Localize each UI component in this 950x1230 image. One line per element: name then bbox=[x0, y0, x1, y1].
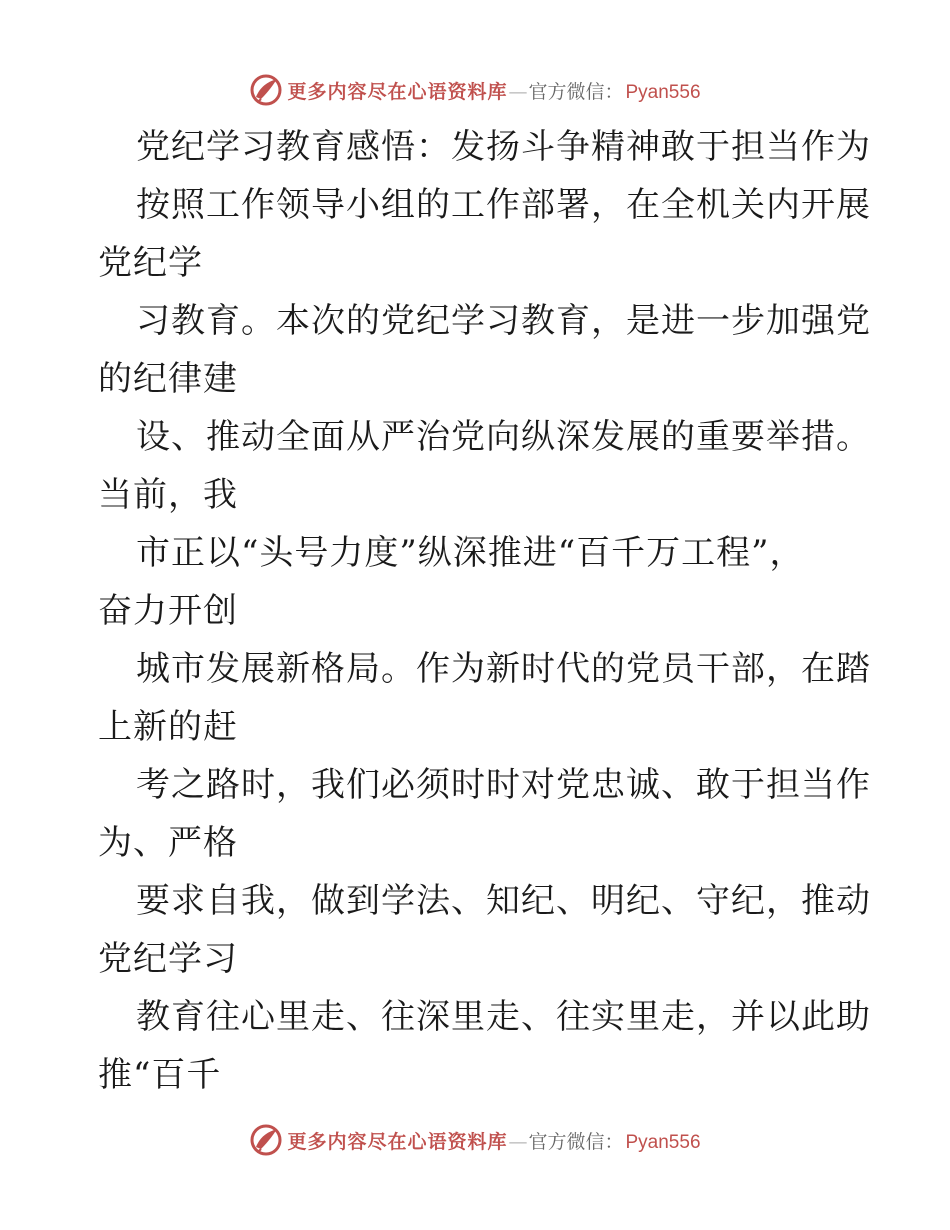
banner-brand: 更多内容尽在心语资料库 bbox=[287, 80, 508, 103]
text-line: 市正以“头号力度”纵深推进“百千万工程”， bbox=[136, 533, 805, 573]
document-title: 党纪学习教育感悟：发扬斗争精神敢于担当作为 bbox=[136, 127, 871, 167]
text-line: 城市发展新格局。作为新时代的党员干部，在踏 bbox=[136, 649, 871, 689]
banner-brand: 更多内容尽在心语资料库 bbox=[287, 1130, 508, 1153]
text-line: 党纪学 bbox=[98, 243, 203, 283]
text-line: 设、推动全面从严治党向纵深发展的重要举措。 bbox=[136, 417, 871, 457]
banner-dash: — bbox=[508, 80, 528, 103]
banner-text bbox=[287, 77, 700, 104]
pen-logo-icon bbox=[249, 73, 283, 107]
banner-text bbox=[287, 1127, 700, 1154]
text-line: 为、严格 bbox=[98, 823, 238, 863]
text-line: 奋力开创 bbox=[98, 591, 238, 631]
banner-label: 官方微信： bbox=[528, 1130, 624, 1153]
pen-logo-icon bbox=[249, 1123, 283, 1157]
banner-dash: — bbox=[508, 1130, 528, 1153]
text-line: 按照工作领导小组的工作部署，在全机关内开展 bbox=[136, 185, 871, 225]
banner-wechat-id: Pyan556 bbox=[625, 1131, 701, 1153]
text-line: 上新的赶 bbox=[98, 707, 238, 747]
document-body bbox=[98, 118, 871, 1104]
text-line: 党纪学习 bbox=[98, 939, 238, 979]
text-line: 推“百千 bbox=[98, 1055, 222, 1095]
text-line: 的纪律建 bbox=[98, 359, 238, 399]
banner-label: 官方微信： bbox=[528, 80, 624, 103]
text-line: 要求自我，做到学法、知纪、明纪、守纪，推动 bbox=[136, 881, 871, 921]
text-line: 教育往心里走、往深里走、往实里走，并以此助 bbox=[136, 997, 871, 1037]
header-banner bbox=[0, 70, 950, 110]
footer-banner bbox=[0, 1120, 950, 1160]
banner-wechat-id: Pyan556 bbox=[625, 81, 701, 103]
text-line: 当前，我 bbox=[98, 475, 238, 515]
text-line: 考之路时，我们必须时时对党忠诚、敢于担当作 bbox=[136, 765, 871, 805]
text-line: 习教育。本次的党纪学习教育，是进一步加强党 bbox=[136, 301, 871, 341]
